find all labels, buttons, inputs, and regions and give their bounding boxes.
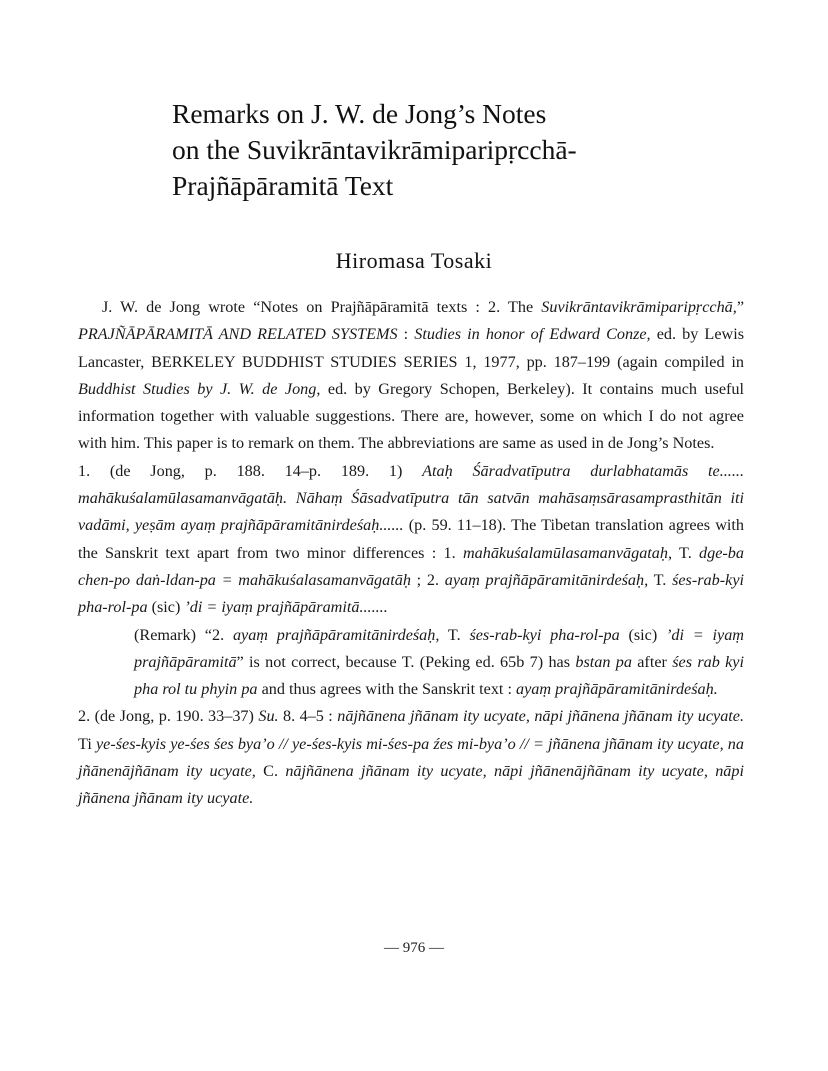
remark1-text-4: ” is not correct, because T. (Peking ed. 65b 7) has <box>236 652 576 671</box>
item2-text-4: C. <box>255 762 286 781</box>
remark1-text-3: (sic) <box>619 625 667 644</box>
intro-text-4: ed. by Lewis Lancaster, BERKELEY BUDDHIST STUDIES SERIES 1, 1977, pp. 187–199 (again compiled in <box>78 325 744 371</box>
item2-italic-3: ye-śes-kyis ye-śes śes bya’o // ye-śes-kyis mi-śes-pa źes mi-bya’o // = jñānena jñānam ity ucyate, na jñānenājñānam ity ucyate, <box>78 734 744 781</box>
remark1-italic-6: ayaṃ prajñāpāramitānirdeśaḥ. <box>516 680 718 699</box>
item1-text-2: (p. 59. 11–18). The Tibetan translation agrees with the Sanskrit text apart from two minor differences : 1. <box>78 516 744 562</box>
item2-text-2: 8. 4–5 : <box>278 707 338 726</box>
intro-text-3: : <box>397 325 415 344</box>
title-line-1: Remarks on J. W. de Jong’s Notes <box>172 98 547 129</box>
item1-italic-6: ’di = iyaṃ prajñāpāramitā....... <box>184 598 388 617</box>
intro-text-5: , ed. by Gregory Schopen, Berkeley). It contains much useful information together with valuable suggestions. There are, however, some on which I do not agree with him. This paper is to remark on them. The abbreviations are same as used in de Jong’s Notes. <box>78 379 745 453</box>
remark-1-paragraph <box>78 622 744 704</box>
item2-italic-4: nājñānena jñānam ity ucyate, nāpi jñānenājñānam ity ucyate, nāpi jñānena jñānam ity ucyate. <box>78 762 744 808</box>
title-line-3: Prajñāpāramitā Text <box>172 170 394 201</box>
item1-italic-3: dge-ba chen-po daṅ-ldan-pa = mahākuśalasamanvāgatāḥ <box>78 543 744 589</box>
remark1-text-5: after <box>631 652 673 671</box>
intro-italic-4: Buddhist Studies by J. W. de Jong <box>78 379 317 398</box>
item2-italic-2: nājñānena jñānam ity ucyate, nāpi jñānena jñānam ity ucyate. <box>337 707 745 726</box>
intro-italic-3: Studies in honor of Edward Conze, <box>414 325 651 344</box>
item1-text-6: (sic) <box>147 598 185 617</box>
item-1-paragraph <box>78 458 744 622</box>
paper-body <box>78 294 744 813</box>
remark1-text-2: T. <box>439 625 470 644</box>
author-name: Hiromasa Tosaki <box>335 248 493 273</box>
item2-text-3: Ti <box>78 734 96 753</box>
intro-text-2: ” <box>736 298 744 316</box>
remark1-italic-5: śes rab kyi pha rol tu phyin pa <box>134 652 744 699</box>
item2-text-1: 2. (de Jong, p. 190. 33–37) <box>78 707 259 726</box>
item1-italic-4: ayaṃ prajñāpāramitānirdeśaḥ, <box>444 570 649 589</box>
item1-text-1: 1. (de Jong, p. 188. 14–p. 189. 1) <box>78 461 423 480</box>
intro-paragraph <box>78 294 744 458</box>
remark1-italic-1: ayaṃ prajñāpāramitānirdeśaḥ, <box>232 625 440 644</box>
remark1-italic-3: ’di = iyaṃ prajñāpāramitā <box>134 625 744 671</box>
item1-text-3: T. <box>672 543 700 562</box>
item1-italic-1: Ataḥ Śāradvatīputra durlabhatamās te...... mahākuśalamūlasamanvāgatāḥ. Nāhaṃ Śāsadvatīputra tān satvān mahāsaṃsārasamprasthitān iti vadāmi, yeṣām ayaṃ prajñāpāramitānirdeśaḥ...... <box>78 461 744 535</box>
remark1-text-6: and thus agrees with the Sanskrit text : <box>257 680 517 699</box>
item1-text-4: ; 2. <box>410 570 445 589</box>
item1-italic-5: śes-rab-kyi pha-rol-pa <box>78 570 744 617</box>
remark1-text-1: (Remark) “2. <box>134 625 233 644</box>
item-2-paragraph <box>78 703 744 812</box>
intro-italic-2: PRAJÑĀPĀRAMITĀ AND RELATED SYSTEMS <box>78 325 398 344</box>
remark1-italic-4: bstan pa <box>575 652 632 671</box>
title-line-2: on the Suvikrāntavikrāmiparipṛcchā- <box>172 134 577 165</box>
intro-italic-1: Suvikrāntavikrāmiparipṛcchā, <box>541 298 737 316</box>
remark1-italic-2: śes-rab-kyi pha-rol-pa <box>469 625 620 644</box>
paper-title <box>172 96 732 204</box>
item2-italic-1: Su. <box>258 707 279 726</box>
intro-text-1: J. W. de Jong wrote “Notes on Prajñāpāramitā texts : 2. The <box>102 298 542 316</box>
item1-italic-2: mahākuśalamūlasamanvāgataḥ, <box>462 543 673 562</box>
page-number: — 976 — <box>384 940 444 956</box>
item1-text-5: T. <box>648 570 673 589</box>
